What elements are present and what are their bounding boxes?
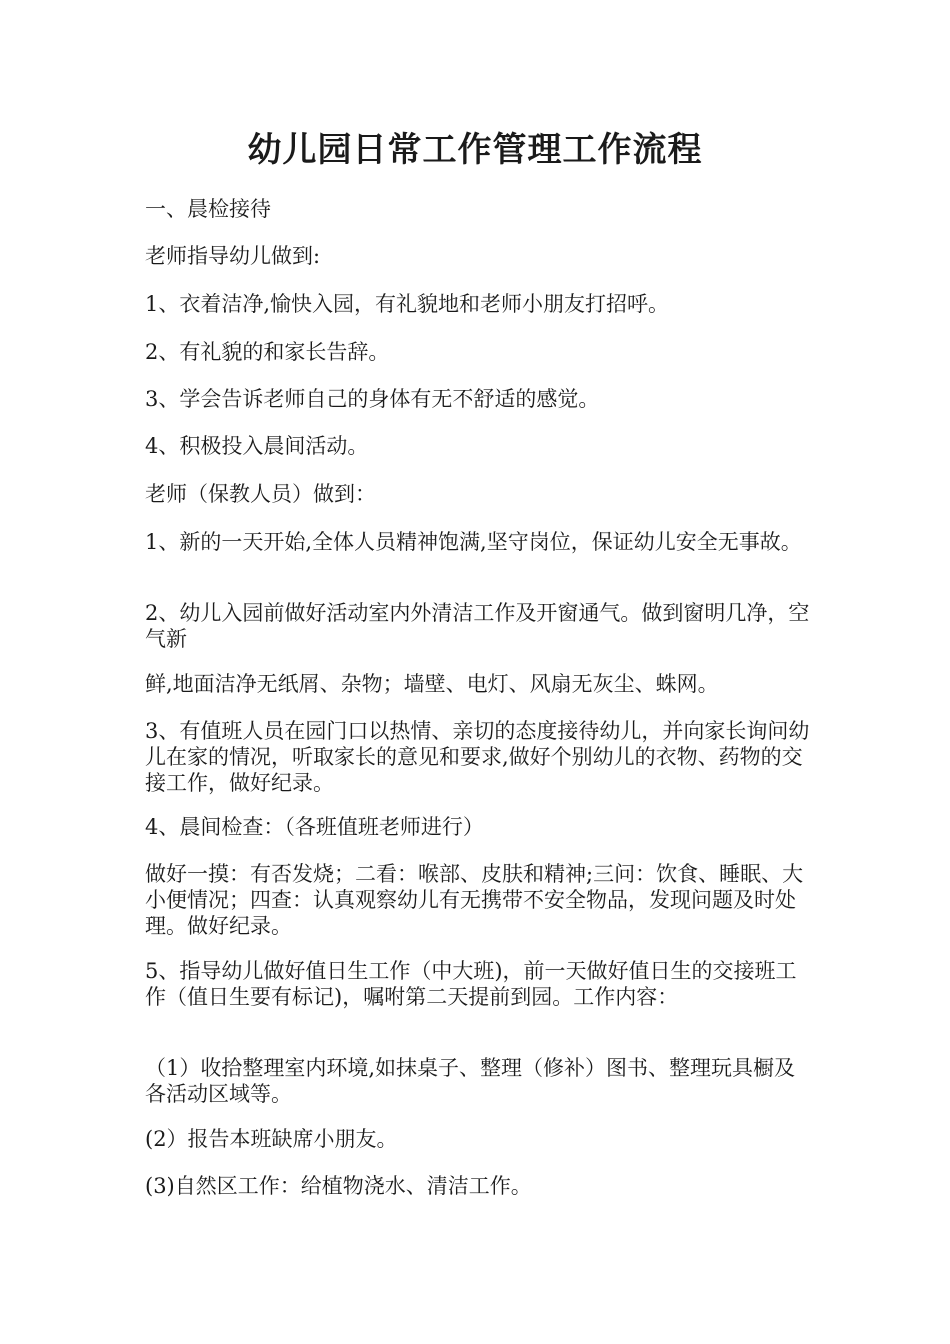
paragraph: 老师（保教人员）做到： (145, 482, 376, 506)
list-item: 3、学会告诉老师自己的身体有无不舒适的感觉。 (145, 387, 600, 411)
list-item: 5、指导幼儿做好值日生工作（中大班)，前一天做好值日生的交接班工作（值日生要有标记)，嘱咐第二天提前到园。工作内容： (145, 959, 797, 1009)
paragraph: 做好一摸：有否发烧；二看：喉部、皮肤和精神;三问：饮食、睡眠、大小便情况；四查：认真观察幼儿有无携带不安全物品，发现问题及时处理。做好纪录。 (145, 862, 804, 938)
list-item: 3、有值班人员在园门口以热情、亲切的态度接待幼儿，并向家长询问幼儿在家的情况，听取家长的意见和要求,做好个别幼儿的衣物、药物的交接工作，做好纪录。 (145, 719, 810, 795)
section-heading: 一、晨检接待 (145, 197, 271, 221)
paragraph: 老师指导幼儿做到: (145, 244, 321, 268)
list-item: 2、幼儿入园前做好活动室内外清洁工作及开窗通气。做到窗明几净，空气新 (145, 601, 810, 651)
page-title: 幼儿园日常工作管理工作流程 (247, 130, 703, 170)
list-item: 1、新的一天开始,全体人员精神饱满,坚守岗位，保证幼儿安全无事故。 (145, 530, 802, 554)
sub-list-item: （1）收拾整理室内环境,如抹桌子、整理（修补）图书、整理玩具橱及各活动区域等。 (145, 1056, 796, 1106)
list-item: 4、晨间检查：（各班值班老师进行） (145, 815, 484, 839)
list-item: 1、衣着洁净,愉快入园，有礼貌地和老师小朋友打招呼。 (145, 292, 670, 316)
list-item: 2、有礼貌的和家长告辞。 (145, 340, 390, 364)
sub-list-item: (3)自然区工作：给植物浇水、清洁工作。 (145, 1174, 532, 1198)
list-item: 4、积极投入晨间活动。 (145, 434, 369, 458)
paragraph: 鲜,地面洁净无纸屑、杂物；墙壁、电灯、风扇无灰尘、蛛网。 (145, 672, 719, 696)
sub-list-item: (2）报告本班缺席小朋友。 (145, 1127, 398, 1151)
